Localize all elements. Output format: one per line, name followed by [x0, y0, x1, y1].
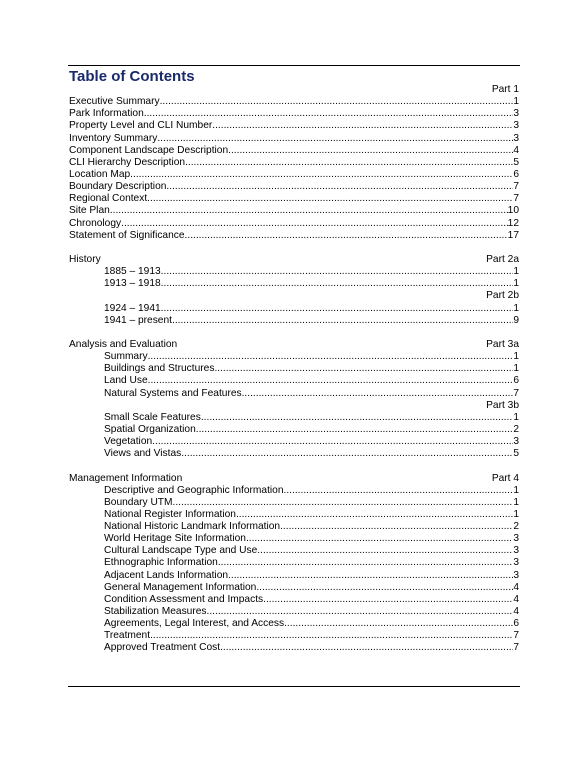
- toc-entry[interactable]: [69, 218, 519, 230]
- leader-dots: [236, 509, 513, 521]
- leader-dots: [284, 485, 514, 497]
- toc-entry[interactable]: [69, 594, 519, 606]
- toc-entry-page: 5: [513, 156, 519, 168]
- leader-dots: [161, 303, 514, 315]
- toc-entry[interactable]: [69, 133, 519, 145]
- part-label: Part 3b: [486, 399, 519, 411]
- leader-dots: [130, 169, 513, 181]
- toc-entry[interactable]: [69, 497, 519, 509]
- toc-entry-page: 9: [513, 314, 519, 326]
- toc-entry-page: 4: [513, 144, 519, 156]
- leader-dots: [110, 205, 508, 217]
- toc-entry-page: 1: [513, 508, 519, 520]
- toc-entry[interactable]: [69, 436, 519, 448]
- toc-entry-page: 1: [513, 496, 519, 508]
- toc-entry[interactable]: [69, 157, 519, 169]
- toc-entry[interactable]: [69, 618, 519, 630]
- leader-dots: [166, 181, 513, 193]
- toc-entry-label: 1913 – 1918: [104, 278, 161, 290]
- leader-dots: [185, 157, 513, 169]
- toc-entry-label: National Register Information: [104, 508, 236, 520]
- toc-entry[interactable]: [69, 375, 519, 387]
- toc-entry[interactable]: [69, 181, 519, 193]
- leader-dots: [144, 108, 514, 120]
- toc-entry-label: Views and Vistas: [104, 448, 182, 460]
- toc-entry-page: 3: [513, 569, 519, 581]
- section-gap: [69, 460, 519, 472]
- toc-entry-label: Boundary UTM: [104, 496, 173, 508]
- toc-entry-page: 6: [513, 375, 519, 387]
- leader-dots: [161, 266, 514, 278]
- toc-entry-page: 3: [513, 545, 519, 557]
- section-gap: [69, 242, 519, 254]
- leader-dots: [172, 315, 513, 327]
- toc-entry-page: 1: [513, 266, 519, 278]
- leader-dots: [218, 557, 513, 569]
- leader-dots: [148, 375, 514, 387]
- toc-entry-page: 17: [507, 229, 519, 241]
- toc-entry[interactable]: [69, 351, 519, 363]
- toc-entry[interactable]: [69, 533, 519, 545]
- section-gap: [69, 327, 519, 339]
- toc-entry[interactable]: [69, 424, 519, 436]
- leader-dots: [152, 436, 513, 448]
- leader-dots: [147, 193, 513, 205]
- toc-entry[interactable]: [69, 570, 519, 582]
- toc-entry-page: 12: [507, 217, 519, 229]
- leader-dots: [212, 120, 513, 132]
- toc-entry[interactable]: [69, 485, 519, 497]
- toc-entry-label: Condition Assessment and Impacts: [104, 593, 264, 605]
- top-rule: [68, 65, 520, 66]
- leader-dots: [201, 412, 514, 424]
- toc-entry-page: 6: [513, 168, 519, 180]
- toc-entry-page: 3: [513, 533, 519, 545]
- toc-entry-label: Summary: [104, 351, 148, 363]
- toc-entry-page: 7: [513, 181, 519, 193]
- toc-entry-page: 1: [513, 302, 519, 314]
- leader-dots: [207, 606, 514, 618]
- toc-entry[interactable]: [69, 630, 519, 642]
- toc-entry-label: Boundary Description: [69, 181, 167, 193]
- toc-entry-label: Vegetation: [104, 436, 153, 448]
- toc-entry-label: Natural Systems and Features: [104, 387, 242, 399]
- section-heading: History: [69, 253, 101, 265]
- toc-entry-page: 2: [513, 423, 519, 435]
- toc-entry-page: 3: [513, 132, 519, 144]
- section-heading: Analysis and Evaluation: [69, 338, 178, 350]
- leader-dots: [181, 448, 513, 460]
- leader-dots: [157, 133, 513, 145]
- toc-entry-page: 4: [513, 606, 519, 618]
- toc-entry[interactable]: [69, 582, 519, 594]
- leader-dots: [280, 521, 513, 533]
- leader-dots: [150, 630, 513, 642]
- toc-entry[interactable]: [69, 521, 519, 533]
- toc-entry-label: Agreements, Legal Interest, and Access: [104, 618, 285, 630]
- leader-dots: [148, 351, 514, 363]
- toc-entry-page: 1: [513, 351, 519, 363]
- toc-entry-label: 1885 – 1913: [104, 266, 161, 278]
- toc-entry[interactable]: [69, 448, 519, 460]
- toc-entry-label: World Heritage Site Information: [104, 533, 246, 545]
- toc-entry-page: 1: [513, 363, 519, 375]
- toc-entry-label: National Historic Landmark Information: [104, 521, 281, 533]
- toc-entry[interactable]: [69, 145, 519, 157]
- part-label: Part 2b: [486, 290, 519, 302]
- toc-entry-label: Property Level and CLI Number: [69, 120, 213, 132]
- toc-entry-label: Buildings and Structures: [104, 363, 215, 375]
- leader-dots: [160, 96, 514, 108]
- toc-entry-label: Executive Summary: [69, 96, 160, 108]
- leader-dots: [185, 230, 508, 242]
- toc-entry-page: 10: [507, 205, 519, 217]
- toc-entry[interactable]: [69, 557, 519, 569]
- toc-entry-label: Spatial Organization: [104, 423, 196, 435]
- toc-entry-page: 1: [513, 96, 519, 108]
- leader-dots: [196, 424, 514, 436]
- toc-entry[interactable]: [69, 363, 519, 375]
- part-label: Part 2a: [486, 253, 519, 265]
- toc-entry-page: 7: [513, 193, 519, 205]
- toc-entry-label: CLI Hierarchy Description: [69, 156, 186, 168]
- toc-entry-page: 2: [513, 521, 519, 533]
- toc-entry-page: 7: [513, 642, 519, 654]
- toc-entry[interactable]: [69, 278, 519, 290]
- toc-entry[interactable]: [69, 509, 519, 521]
- leader-dots: [228, 570, 513, 582]
- page-title: Table of Contents: [69, 68, 195, 85]
- section-heading: Management Information: [69, 472, 183, 484]
- leader-dots: [284, 618, 513, 630]
- toc-entry-page: 1: [513, 484, 519, 496]
- toc-entry-label: Park Information: [69, 108, 144, 120]
- toc-entry-label: Descriptive and Geographic Information: [104, 484, 284, 496]
- toc-entry[interactable]: [69, 205, 519, 217]
- toc-entry-label: Site Plan: [69, 205, 110, 217]
- leader-dots: [173, 497, 514, 509]
- toc-entry[interactable]: [69, 169, 519, 181]
- section-heading-row: [69, 254, 519, 266]
- toc-entry-label: Adjacent Lands Information: [104, 569, 229, 581]
- part-label: Part 1: [491, 84, 519, 95]
- bottom-rule: [68, 686, 520, 687]
- toc-entry-page: 6: [513, 618, 519, 630]
- toc-entry-page: 1: [513, 411, 519, 423]
- part-label: Part 4: [491, 472, 519, 484]
- toc-entry-label: Statement of Significance: [69, 229, 185, 241]
- toc-entry[interactable]: [69, 303, 519, 315]
- toc-entry[interactable]: [69, 108, 519, 120]
- leader-dots: [161, 278, 514, 290]
- toc-entry-label: Location Map: [69, 168, 131, 180]
- section-heading-row: [69, 473, 519, 485]
- leader-dots: [263, 594, 513, 606]
- toc-entry[interactable]: [69, 266, 519, 278]
- toc-entry[interactable]: [69, 545, 519, 557]
- leader-dots: [220, 642, 513, 654]
- toc-entry-label: Inventory Summary: [69, 132, 158, 144]
- toc-entry-label: General Management Information: [104, 581, 257, 593]
- toc-entry-page: 4: [513, 593, 519, 605]
- toc-entry-page: 7: [513, 387, 519, 399]
- toc-entry[interactable]: [69, 412, 519, 424]
- toc-entry-page: 1: [513, 278, 519, 290]
- leader-dots: [257, 545, 513, 557]
- toc-entry[interactable]: [69, 606, 519, 618]
- toc-entry-page: 3: [513, 436, 519, 448]
- toc-entry-page: 3: [513, 557, 519, 569]
- toc-entry[interactable]: [69, 642, 519, 654]
- toc-entry-label: Treatment: [104, 630, 151, 642]
- toc-entry[interactable]: [69, 315, 519, 327]
- toc-entry-page: 3: [513, 120, 519, 132]
- toc-entry-label: Approved Treatment Cost: [104, 642, 221, 654]
- toc-entry-label: Cultural Landscape Type and Use: [104, 545, 258, 557]
- toc-entry[interactable]: [69, 388, 519, 400]
- toc-entry-label: 1941 – present: [104, 314, 172, 326]
- toc-entry-label: Regional Context: [69, 193, 148, 205]
- toc-entry[interactable]: [69, 230, 519, 242]
- toc-entry-label: 1924 – 1941: [104, 302, 161, 314]
- toc-entry-label: Land Use: [104, 375, 148, 387]
- toc-entry[interactable]: [69, 120, 519, 132]
- leader-dots: [214, 363, 513, 375]
- table-of-contents: [69, 84, 519, 655]
- leader-dots: [242, 388, 514, 400]
- toc-entry-page: 4: [513, 581, 519, 593]
- toc-entry-page: 3: [513, 108, 519, 120]
- toc-entry-page: 7: [513, 630, 519, 642]
- leader-dots: [256, 582, 513, 594]
- leader-dots: [228, 145, 513, 157]
- toc-entry[interactable]: [69, 96, 519, 108]
- toc-entry-label: Component Landscape Description: [69, 144, 229, 156]
- toc-entry-label: Small Scale Features: [104, 411, 201, 423]
- toc-entry-label: Stabilization Measures: [104, 606, 207, 618]
- part-label: Part 3a: [486, 338, 519, 350]
- toc-entry[interactable]: [69, 193, 519, 205]
- toc-entry-page: 5: [513, 448, 519, 460]
- section-heading-row: [69, 339, 519, 351]
- toc-entry-label: Chronology: [69, 217, 122, 229]
- leader-dots: [246, 533, 513, 545]
- toc-entry-label: Ethnographic Information: [104, 557, 218, 569]
- leader-dots: [121, 218, 508, 230]
